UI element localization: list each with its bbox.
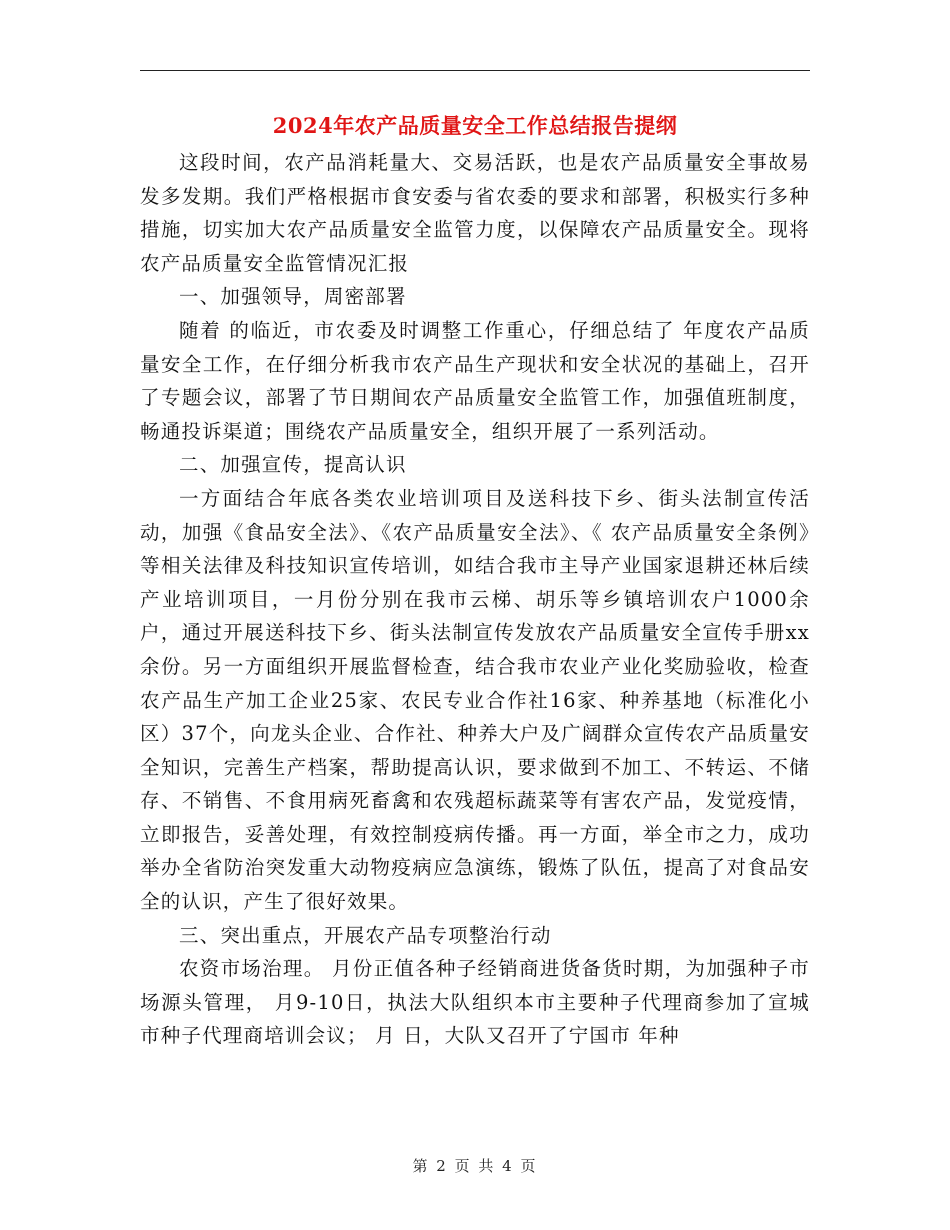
section-heading-1: 一、加强领导，周密部署 (179, 285, 407, 309)
section-heading-3: 三、突出重点，开展农产品专项整治行动 (179, 923, 552, 947)
section-heading-2: 二、加强宣传，提高认识 (179, 453, 407, 477)
header-rule (140, 70, 810, 71)
intro-paragraph: 这段时间，农产品消耗量大、交易活跃，也是农产品质量安全事故易发多发期。我们严格根据市食安委与省农委的要求和部署，积极实行多种措施，切实加大农产品质量安全监管力度，以保障农产品质量安全。现将农产品质量安全监管情况汇报 (140, 151, 810, 275)
section-2-paragraph: 一方面结合年底各类农业培训项目及送科技下乡、街头法制宣传活动，加强《食品安全法》、《农产品质量安全法》、《 农产品质量安全条例》等相关法律及科技知识宣传培训，如结合我市主导产业国家退耕还林后续产业培训项目，一月份分别在我市云梯、胡乐等乡镇培训农户1000余户，通过开展送科技下乡、街头法制宣传发放农产品质量安全宣传手册xx余份。另一方面组织开展监督检查，结合我市农业产业化奖励验收，检查农产品生产加工企业25家、农民专业合作社16家、种养基地（标准化小区）37个，向龙头企业、合作社、种养大户及广阔群众宣传农产品质量安全知识，完善生产档案，帮助提高认识，要求做到不加工、不转运、不储存、不销售、不食用病死畜禽和农残超标蔬菜等有害农产品，发觉疫情，立即报告，妥善处理，有效控制疫病传播。再一方面，举全市之力，成功举办全省防治突发重大动物疫病应急演练，锻炼了队伍，提高了对食品安全的认识，产生了很好效果。 (140, 486, 810, 914)
document-body (140, 146, 810, 1053)
section-3-paragraph: 农资市场治理。 月份正值各种子经销商进货备货时期，为加强种子市场源头管理， 月9-10日，执法大队组织本市主要种子代理商参加了宣城市种子代理商培训会议； 月 日，大队又召开了宁国市 年种 (140, 957, 810, 1048)
section-1-paragraph: 随着 的临近，市农委及时调整工作重心，仔细总结了 年度农产品质量安全工作，在仔细分析我市农产品生产现状和安全状况的基础上，召开了专题会议，部署了节日期间农产品质量安全监管工作，加强值班制度，畅通投诉渠道；围绕农产品质量安全，组织开展了一系列活动。 (140, 318, 810, 443)
page-number: 第 2 页 共 4 页 (412, 1157, 538, 1175)
document-title: 2024年农产品质量安全工作总结报告提纲 (272, 113, 678, 138)
